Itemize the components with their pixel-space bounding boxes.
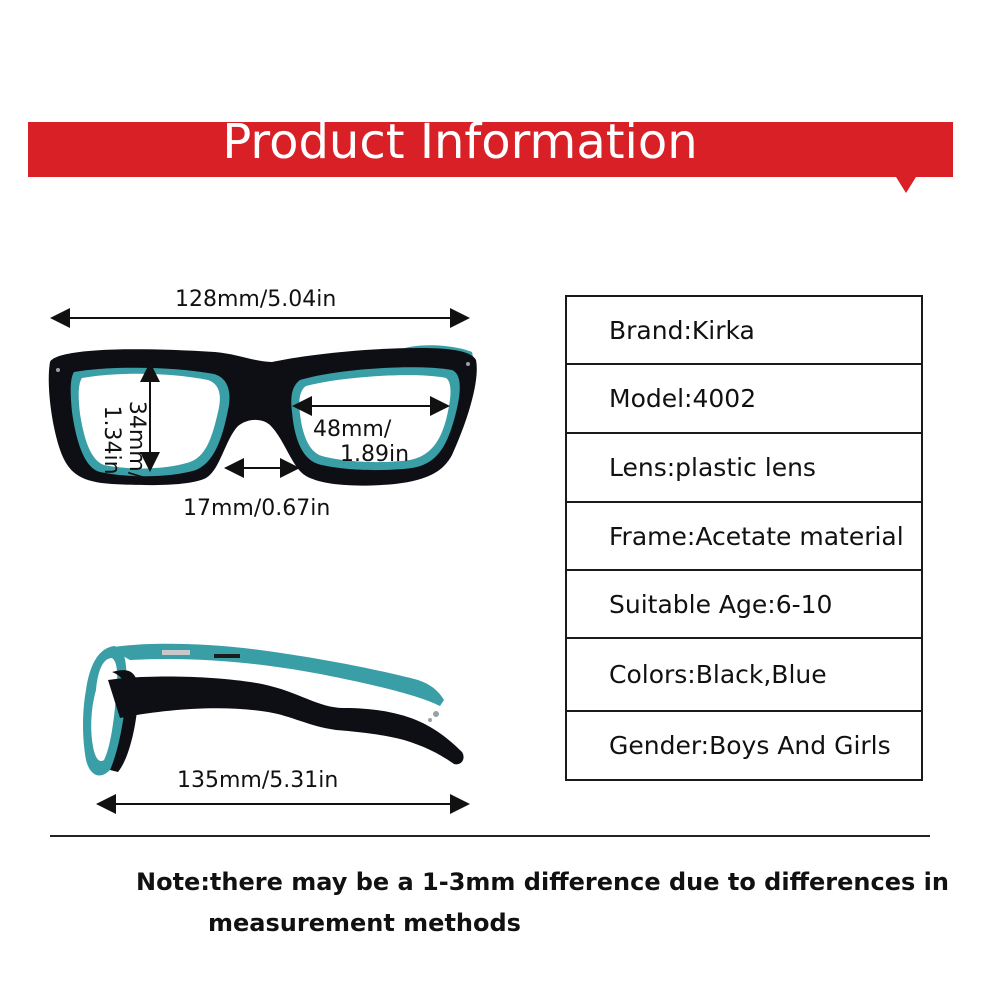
bridge-width-label: 17mm/0.67in [183, 496, 331, 521]
lens-width-label-line2: 1.89in [340, 442, 410, 467]
temple-length-label: 135mm/5.31in [177, 768, 339, 793]
spec-row-colors: Colors:Black,Blue [567, 639, 921, 712]
lens-width-label-line1: 48mm/ [313, 417, 392, 442]
spec-row-age: Suitable Age:6-10 [567, 571, 921, 639]
page-title: Product Information [222, 114, 698, 170]
lens-height-label-line2: 1.34in [99, 405, 124, 475]
side-view-frame [83, 644, 464, 776]
lens-height-label-line1: 34mm/ [124, 400, 149, 480]
frame-width-label: 128mm/5.04in [175, 287, 337, 312]
spec-row-frame: Frame:Acetate material [567, 503, 921, 571]
note-line-2: measurement methods [208, 909, 521, 937]
spec-row-brand: Brand:Kirka [567, 297, 921, 365]
lens-height-label [99, 390, 149, 490]
measurement-note [136, 862, 966, 944]
note-line-1: Note:there may be a 1-3mm difference due to differences in [136, 868, 949, 896]
section-divider [50, 835, 930, 837]
spec-row-model: Model:4002 [567, 365, 921, 434]
spec-table [565, 295, 923, 781]
spec-row-gender: Gender:Boys And Girls [609, 731, 891, 760]
spec-row-lens: Lens:plastic lens [567, 434, 921, 503]
